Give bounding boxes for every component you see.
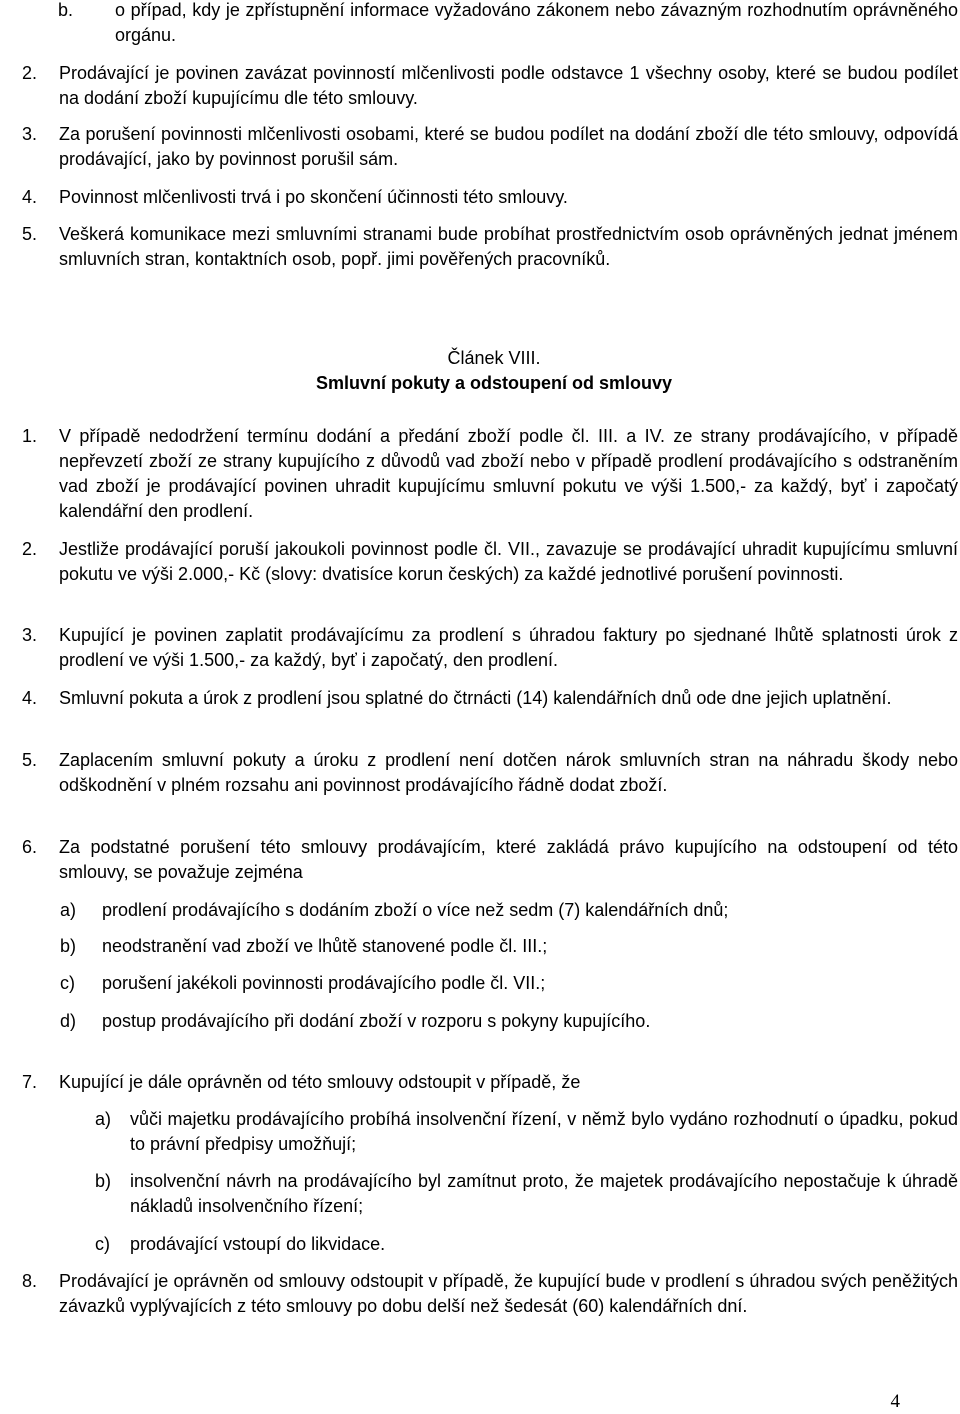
item-text: Zaplacením smluvní pokuty a úroku z prodlení není dotčen nárok smluvních stran na náhradu škody nebo odškodnění v plném rozsahu ani povinnost prodávajícího řádně dodat zboží. <box>59 750 958 795</box>
item-number: 3. <box>22 625 38 645</box>
article-item-4 <box>22 686 958 711</box>
item-number: 2. <box>22 539 38 559</box>
sub-item-text: porušení jakékoli povinnosti prodávajícího podle čl. VII.; <box>102 973 546 993</box>
list-item-5 <box>22 222 958 272</box>
item-number: 4. <box>22 187 38 207</box>
sub-item-6a <box>60 898 958 923</box>
page-number: 4 <box>890 1391 900 1412</box>
item-text: o případ, kdy je zpřístupnění informace vyžadováno zákonem nebo závazným rozhodnutím oprávněného orgánu. <box>115 0 958 45</box>
item-text: V případě nedodržení termínu dodání a předání zboží podle čl. III. a IV. ze strany prodávajícího, v případě nepřevzetí zboží ze strany kupujícího z důvodů vad zboží nebo v případě prodlení prodávajícího s odstraněním vad zboží je prodávající povinen uhradit kupujícímu smluvní pokutu ve výši 1.500,- za každý, byť i započatý kalendářní den prodlení. <box>59 426 958 521</box>
sub-item-6d <box>60 1009 958 1034</box>
article-item-3 <box>22 623 958 673</box>
item-number: 6. <box>22 837 38 857</box>
sub-item-6c <box>60 971 958 996</box>
item-text: Prodávající je oprávněn od smlouvy odstoupit v případě, že kupující bude v prodlení s úhradou svých peněžitých závazků vyplývajících z této smlouvy po dobu delší než šedesát (60) kalendářních dní. <box>59 1271 958 1316</box>
item-text: Za porušení povinnosti mlčenlivosti osobami, které se budou podílet na dodání zboží dle této smlouvy, odpovídá prodávající, jako by povinnost porušil sám. <box>59 124 958 169</box>
article-title: Smluvní pokuty a odstoupení od smlouvy <box>315 373 673 393</box>
item-number: 1. <box>22 426 38 446</box>
sub-item-7a <box>95 1107 958 1157</box>
item-number: 5. <box>22 750 38 770</box>
article-number: Článek VIII. <box>447 348 541 368</box>
sub-item-text: vůči majetku prodávajícího probíhá insolvenční řízení, v němž bylo vydáno rozhodnutí o úpadku, pokud to právní předpisy umožňují; <box>130 1109 958 1154</box>
sub-item-text: postup prodávajícího při dodání zboží v rozporu s pokyny kupujícího. <box>102 1011 651 1031</box>
item-number: 4. <box>22 688 38 708</box>
item-number: 3. <box>22 124 38 144</box>
sub-item-7b <box>95 1169 958 1219</box>
sub-item-text: neodstranění vad zboží ve lhůtě stanovené podle čl. III.; <box>102 936 548 956</box>
sub-item-letter: a) <box>60 900 77 920</box>
sub-item-letter: a) <box>95 1109 112 1129</box>
article-item-6 <box>22 835 958 885</box>
sub-item-letter: c) <box>95 1234 110 1254</box>
item-number: 7. <box>22 1072 38 1092</box>
article-item-5 <box>22 748 958 798</box>
item-text: Za podstatné porušení této smlouvy prodávajícím, které zakládá právo kupujícího na odstoupení od této smlouvy, se považuje zejména <box>59 837 958 882</box>
article-item-2 <box>22 537 958 587</box>
list-item-4 <box>22 185 958 210</box>
item-text: Veškerá komunikace mezi smluvními stranami bude probíhat prostřednictvím osob oprávněných jednat jménem smluvních stran, kontaktních osob, popř. jimi pověřených pracovníků. <box>59 224 958 269</box>
list-item-3 <box>22 122 958 172</box>
list-item-b <box>58 0 958 48</box>
sub-item-7c <box>95 1232 958 1257</box>
item-number: b. <box>58 0 74 20</box>
sub-item-text: prodlení prodávajícího s dodáním zboží o více než sedm (7) kalendářních dnů; <box>102 900 729 920</box>
article-item-1 <box>22 424 958 524</box>
sub-item-letter: b) <box>95 1171 112 1191</box>
sub-item-letter: d) <box>60 1011 77 1031</box>
item-text: Kupující je dále oprávněn od této smlouvy odstoupit v případě, že <box>59 1072 581 1092</box>
item-text: Prodávající je povinen zavázat povinností mlčenlivosti podle odstavce 1 všechny osoby, které se budou podílet na dodání zboží kupujícímu dle této smlouvy. <box>59 63 958 108</box>
item-number: 5. <box>22 224 38 244</box>
sub-item-6b <box>60 934 958 959</box>
item-number: 2. <box>22 63 38 83</box>
item-text: Kupující je povinen zaplatit prodávajícímu za prodlení s úhradou faktury po sjednané lhůtě splatnosti úrok z prodlení ve výši 1.500,- za každý, byť i započatý, den prodlení. <box>59 625 958 670</box>
item-text: Smluvní pokuta a úrok z prodlení jsou splatné do čtrnácti (14) kalendářních dnů ode dne jejich uplatnění. <box>59 688 892 708</box>
item-text: Povinnost mlčenlivosti trvá i po skončení účinnosti této smlouvy. <box>59 187 568 207</box>
sub-item-letter: c) <box>60 973 75 993</box>
item-text: Jestliže prodávající poruší jakoukoli povinnost podle čl. VII., zavazuje se prodávající uhradit kupujícímu smluvní pokutu ve výši 2.000,- Kč (slovy: dvatisíce korun českých) za každé jednotlivé porušení povinnosti. <box>59 539 958 584</box>
article-item-7 <box>22 1070 958 1095</box>
sub-item-letter: b) <box>60 936 77 956</box>
item-number: 8. <box>22 1271 38 1291</box>
list-item-2 <box>22 61 958 111</box>
sub-item-text: insolvenční návrh na prodávajícího byl zamítnut proto, že majetek prodávajícího nepostačuje k úhradě nákladů insolvenčního řízení; <box>130 1171 958 1216</box>
sub-item-text: prodávající vstoupí do likvidace. <box>130 1234 386 1254</box>
article-item-8 <box>22 1269 958 1319</box>
